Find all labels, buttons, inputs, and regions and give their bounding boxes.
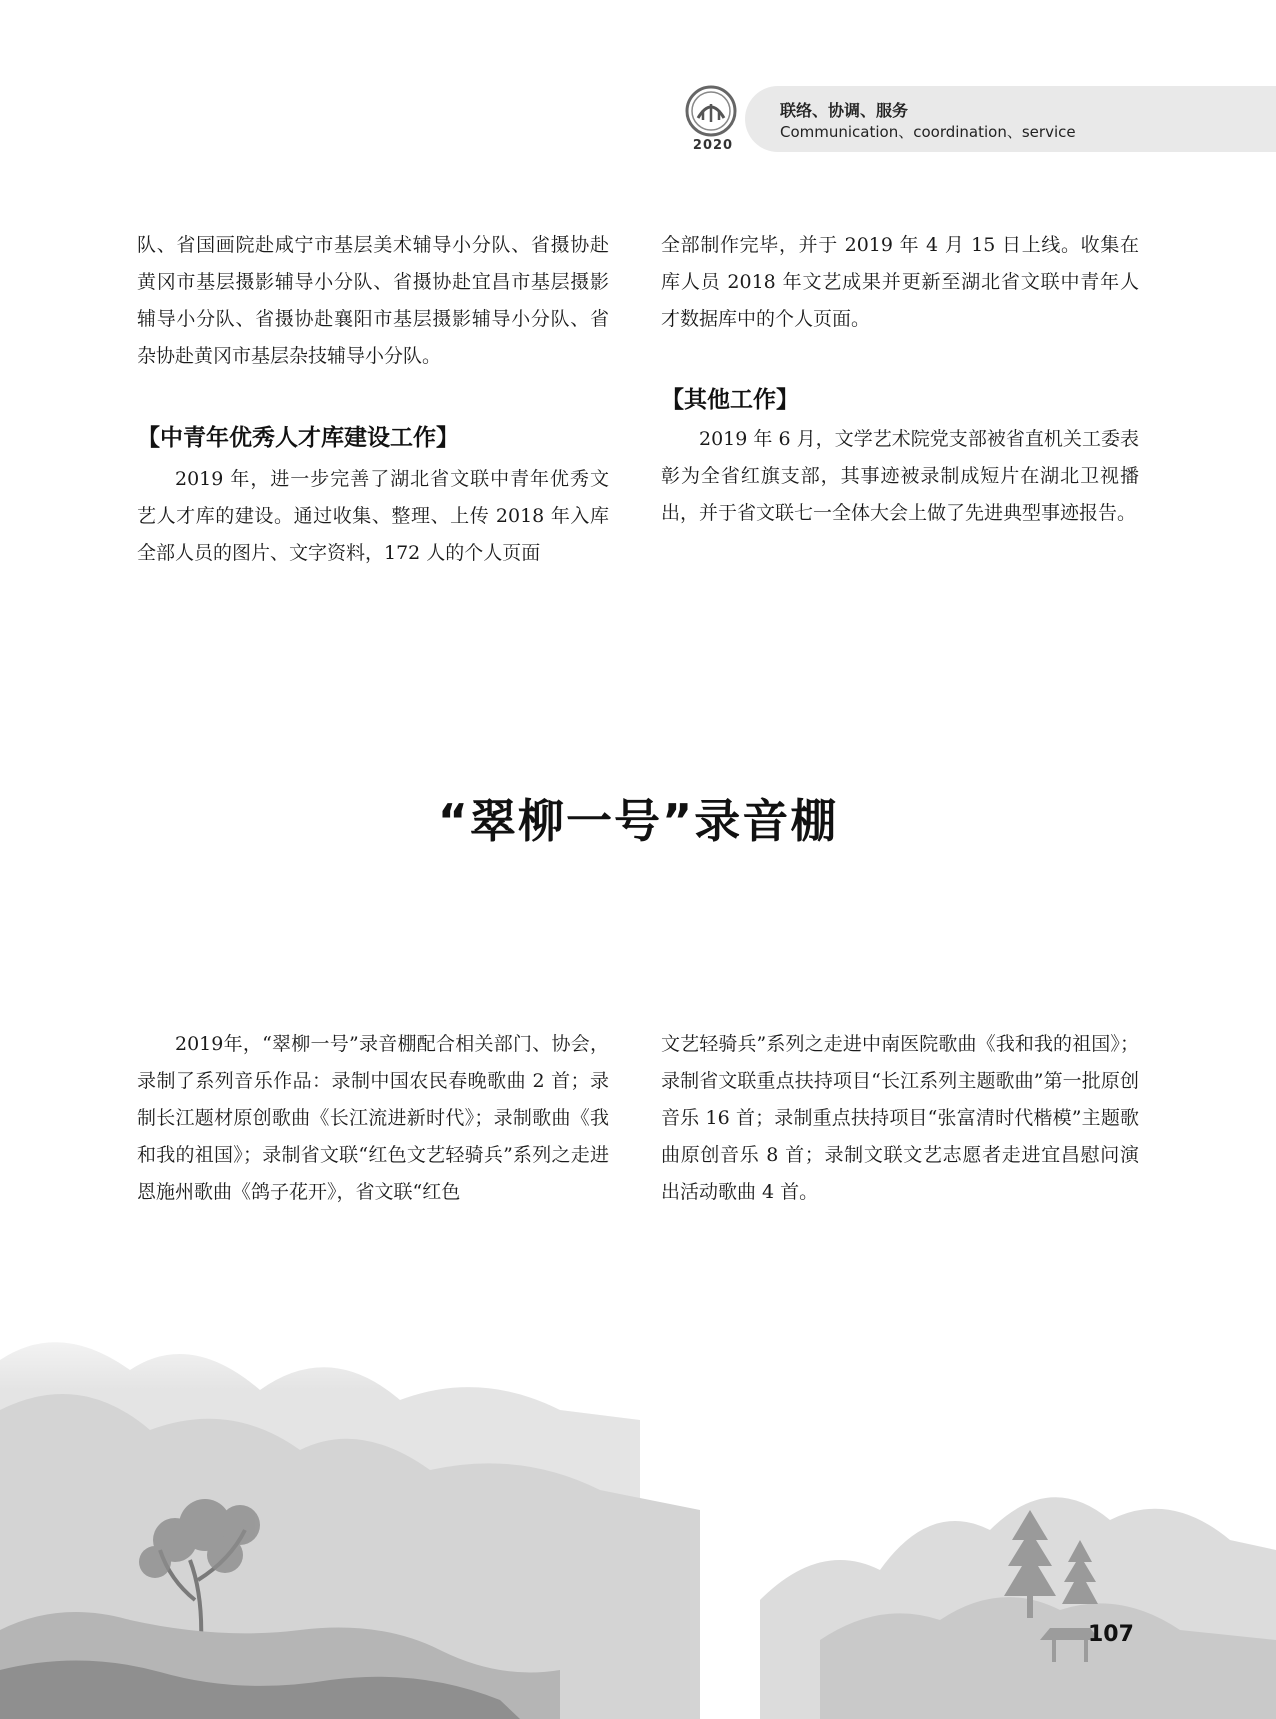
right-top-paragraph: 全部制作完毕，并于 2019 年 4 月 15 日上线。收集在库人员 2018 年文艺成果并更新至湖北省文联中青年人才数据库中的个人页面。 (661, 234, 1139, 330)
heading-talent-database: 【中青年优秀人才库建设工作】 (137, 425, 459, 451)
ink-landscape-illustration (0, 1300, 1276, 1719)
page-number: 107 (1088, 1622, 1134, 1647)
seal-logo-icon (684, 84, 738, 138)
other-work-paragraph: 2019 年 6 月，文学艺术院党支部被省直机关工委表彰为全省红旗支部，其事迹被录制成短片在湖北卫视播出，并于省文联七一全体大会上做了先进典型事迹报告。 (661, 428, 1139, 524)
left-top-paragraph: 队、省国画院赴咸宁市基层美术辅导小分队、省摄协赴黄冈市基层摄影辅导小分队、省摄协赴宜昌市基层摄影辅导小分队、省摄协赴襄阳市基层摄影辅导小分队、省杂协赴黄冈市基层杂技辅导小分队。 (137, 234, 609, 367)
talent-paragraph: 2019 年，进一步完善了湖北省文联中青年优秀文艺人才库的建设。通过收集、整理、上传 2018 年入库全部人员的图片、文字资料，172 人的个人页面 (137, 468, 609, 564)
header-title-cn: 联络、协调、服务 (780, 101, 909, 120)
studio-left-paragraph: 2019年，“翠柳一号”录音棚配合相关部门、协会，录制了系列音乐作品：录制中国农民春晚歌曲 2 首；录制长江题材原创歌曲《长江流进新时代》；录制歌曲《我和我的祖国》；录制省文联“红色文艺轻骑兵”系列之走进恩施州歌曲《鸽子花开》，省文联“红色 (137, 1033, 609, 1203)
studio-right-paragraph: 文艺轻骑兵”系列之走进中南医院歌曲《我和我的祖国》；录制省文联重点扶持项目“长江系列主题歌曲”第一批原创音乐 16 首；录制重点扶持项目“张富清时代楷模”主题歌曲原创音乐 8 首；录制文联文艺志愿者走进宜昌慰问演出活动歌曲 4 首。 (661, 1033, 1139, 1203)
section-title: “翠柳一号”录音棚 (437, 794, 839, 848)
year-label: 2020 (692, 138, 734, 153)
heading-other-work: 【其他工作】 (661, 387, 799, 413)
header-title-en: Communication、coordination、service (780, 123, 1076, 141)
